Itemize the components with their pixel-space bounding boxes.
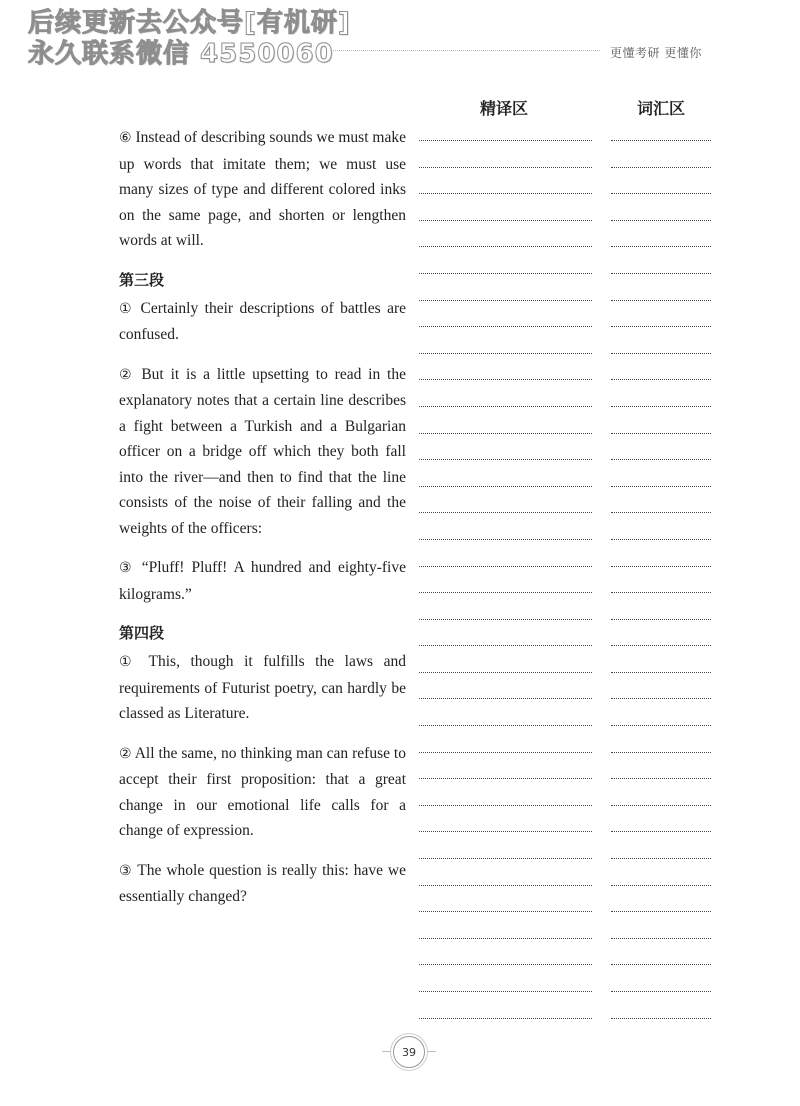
sentence-text: This, though it fulfills the laws and requirements of Futurist poetry, can hardly be classed as Literature.: [119, 653, 406, 722]
writing-line[interactable]: [419, 220, 592, 221]
passage-text: [119, 125, 406, 924]
sentence-text: The whole question is really this: have we essentially changed?: [119, 861, 406, 905]
writing-line[interactable]: [419, 326, 592, 327]
writing-line[interactable]: [419, 938, 592, 939]
passage-paragraph: [119, 741, 406, 844]
sentence-number: ③: [119, 862, 133, 879]
writing-line[interactable]: [419, 1018, 592, 1019]
writing-line[interactable]: [419, 964, 592, 965]
section-heading: 第三段: [119, 270, 165, 289]
writing-line[interactable]: [419, 379, 592, 380]
passage-paragraph: [119, 555, 406, 607]
writing-line[interactable]: [611, 353, 711, 354]
passage-paragraph: [119, 858, 406, 910]
sentence-number: ①: [119, 654, 139, 670]
writing-line[interactable]: [419, 831, 592, 832]
writing-line[interactable]: [419, 858, 592, 859]
writing-line[interactable]: [611, 167, 711, 168]
writing-line[interactable]: [611, 885, 711, 886]
writing-line[interactable]: [611, 220, 711, 221]
writing-line[interactable]: [611, 831, 711, 832]
writing-line[interactable]: [611, 752, 711, 753]
writing-line[interactable]: [419, 698, 592, 699]
writing-line[interactable]: [419, 991, 592, 992]
vocabulary-column-heading: 词汇区: [637, 99, 686, 118]
writing-line[interactable]: [419, 273, 592, 274]
writing-line[interactable]: [419, 566, 592, 567]
writing-line[interactable]: [419, 193, 592, 194]
watermark-line-2: 永久联系微信 4550060: [28, 39, 334, 69]
writing-line[interactable]: [419, 406, 592, 407]
sentence-number: ③: [119, 560, 135, 576]
passage-paragraph: [119, 125, 406, 254]
writing-line[interactable]: [611, 911, 711, 912]
writing-line[interactable]: [611, 964, 711, 965]
writing-line[interactable]: [611, 512, 711, 513]
writing-line[interactable]: [419, 140, 592, 141]
page-number: 39: [402, 1045, 416, 1059]
writing-line[interactable]: [611, 698, 711, 699]
writing-line[interactable]: [419, 725, 592, 726]
writing-line[interactable]: [419, 300, 592, 301]
passage-paragraph: [119, 649, 406, 727]
header-divider: [330, 50, 600, 51]
sentence-text: All the same, no thinking man can refuse to accept their first proposition: that a great change in our emotional life calls for a change of expression.: [119, 744, 406, 839]
writing-line[interactable]: [611, 379, 711, 380]
writing-line[interactable]: [419, 672, 592, 673]
writing-line[interactable]: [611, 486, 711, 487]
sentence-text: “Pluff! Pluff! A hundred and eighty-five kilograms.”: [119, 559, 406, 603]
writing-line[interactable]: [611, 805, 711, 806]
writing-line[interactable]: [419, 619, 592, 620]
writing-line[interactable]: [611, 433, 711, 434]
sentence-text: Instead of describing sounds we must make up words that imitate them; we must use many sizes of type and different colored inks on the same page, and shorten or lengthen words at will.: [119, 129, 406, 249]
writing-line[interactable]: [419, 645, 592, 646]
writing-line[interactable]: [611, 619, 711, 620]
writing-line[interactable]: [611, 858, 711, 859]
writing-line[interactable]: [611, 1018, 711, 1019]
writing-line[interactable]: [419, 805, 592, 806]
writing-line[interactable]: [419, 539, 592, 540]
writing-line[interactable]: [419, 592, 592, 593]
writing-line[interactable]: [419, 486, 592, 487]
writing-line[interactable]: [419, 778, 592, 779]
writing-line[interactable]: [611, 725, 711, 726]
passage-paragraph: [119, 362, 406, 542]
sentence-number: ⑥: [119, 130, 132, 146]
writing-line[interactable]: [611, 326, 711, 327]
writing-line[interactable]: [419, 459, 592, 460]
writing-line[interactable]: [419, 353, 592, 354]
writing-line[interactable]: [419, 885, 592, 886]
writing-line[interactable]: [611, 672, 711, 673]
writing-line[interactable]: [611, 193, 711, 194]
writing-line[interactable]: [611, 645, 711, 646]
sentence-number: ②: [119, 366, 135, 383]
writing-line[interactable]: [611, 273, 711, 274]
writing-line[interactable]: [611, 406, 711, 407]
writing-line[interactable]: [611, 140, 711, 141]
page-number-badge: [393, 1036, 425, 1068]
vocabulary-writing-lines: [611, 140, 711, 1044]
watermark: [28, 8, 351, 70]
writing-line[interactable]: [611, 459, 711, 460]
writing-line[interactable]: [611, 566, 711, 567]
sentence-number: ①: [119, 300, 135, 317]
writing-line[interactable]: [611, 991, 711, 992]
passage-paragraph: [119, 296, 406, 348]
writing-line[interactable]: [419, 433, 592, 434]
writing-line[interactable]: [419, 512, 592, 513]
writing-line[interactable]: [419, 167, 592, 168]
sentence-number: ②: [119, 745, 132, 762]
writing-line[interactable]: [611, 539, 711, 540]
writing-line[interactable]: [419, 246, 592, 247]
writing-line[interactable]: [611, 592, 711, 593]
writing-line[interactable]: [611, 778, 711, 779]
section-heading: 第四段: [119, 624, 165, 642]
translation-writing-lines: [419, 140, 592, 1044]
writing-line[interactable]: [419, 752, 592, 753]
writing-line[interactable]: [611, 938, 711, 939]
header-slogan: 更懂考研 更懂你: [610, 46, 702, 60]
writing-line[interactable]: [611, 300, 711, 301]
translation-column-heading: 精译区: [480, 99, 529, 118]
sentence-text: But it is a little upsetting to read in the explanatory notes that a certain line describes a fight between a Turkish and a Bulgarian officer on a bridge off which they both fall into the river—and then to find that the line consists of the noise of their falling and the weights of the officers:: [119, 365, 406, 537]
sentence-text: Certainly their descriptions of battles are confused.: [119, 299, 406, 343]
writing-line[interactable]: [419, 911, 592, 912]
watermark-line-1: 后续更新去公众号[有机研]: [28, 8, 351, 38]
writing-line[interactable]: [611, 246, 711, 247]
